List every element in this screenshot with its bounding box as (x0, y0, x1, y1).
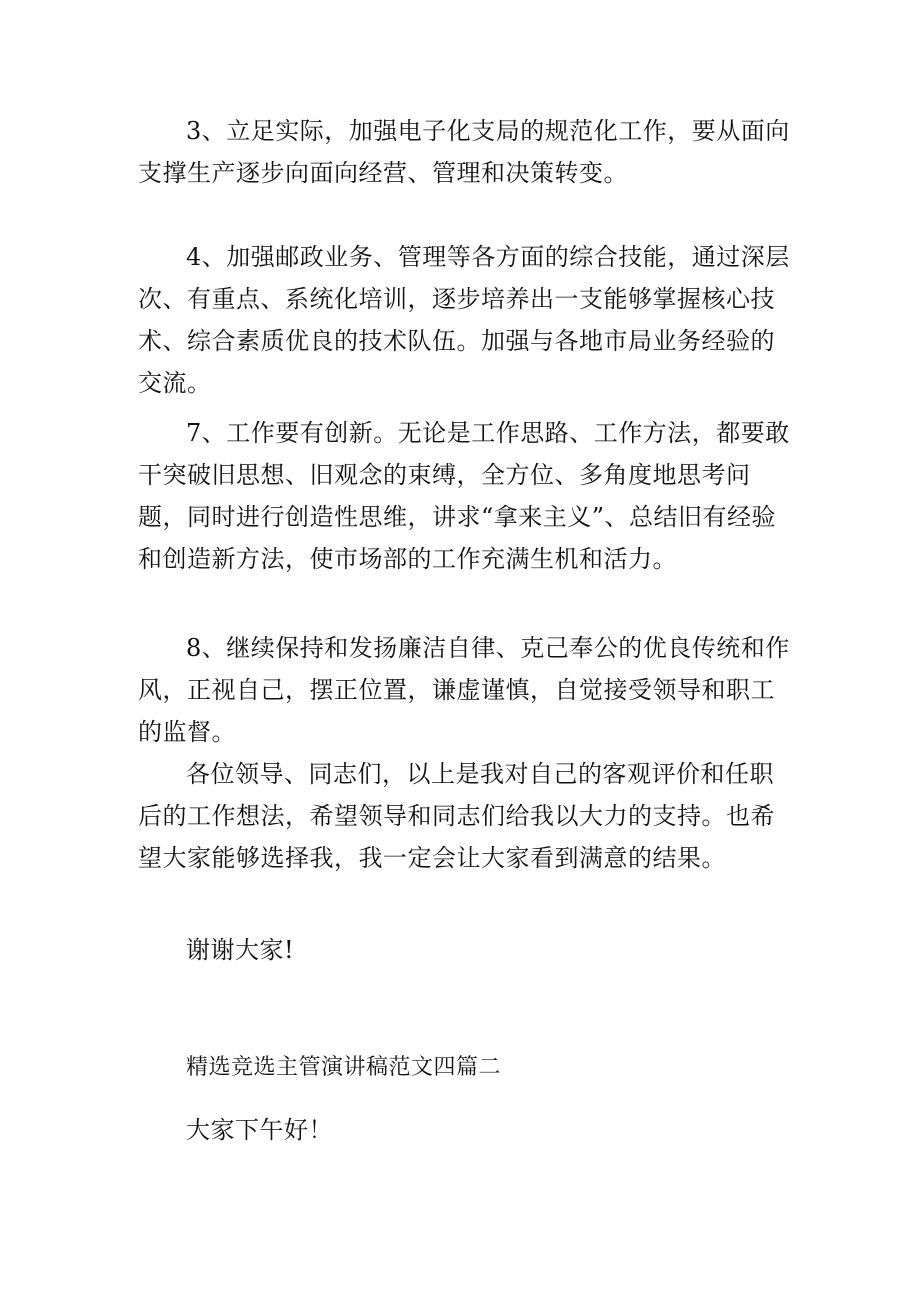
section-title: 精选竞选主管演讲稿范文四篇二 (186, 1055, 502, 1080)
paragraph-item-7: 7、工作要有创新。无论是工作思路、工作方法，都要敢干突破旧思想、旧观念的束缚，全方位、多角度地思考问题，同时进行创造性思维，讲求“拿来主义”、总结旧有经验和创造新方法，使市场部的工作充满生机和活力。 (138, 419, 790, 573)
paragraph-item-3: 3、立足实际，加强电子化支局的规范化工作，要从面向支撑生产逐步向面向经营、管理和决策转变。 (138, 117, 790, 187)
paragraph-item-8: 8、继续保持和发扬廉洁自律、克己奉公的优良传统和作风，正视自己，摆正位置，谦虚谨慎，自觉接受领导和职工的监督。 (138, 634, 790, 746)
paragraph-item-4: 4、加强邮政业务、管理等各方面的综合技能，通过深层次、有重点、系统化培训，逐步培养出一支能够掌握核心技术、综合素质优良的技术队伍。加强与各地市局业务经验的交流。 (138, 243, 790, 397)
greeting-line: 大家下午好！ (186, 1116, 333, 1144)
thanks-line: 谢谢大家! (186, 936, 295, 964)
closing-paragraph: 各位领导、同志们，以上是我对自己的客观评价和任职后的工作想法，希望领导和同志们给我以大力的支持。也希望大家能够选择我，我一定会让大家看到满意的结果。 (138, 760, 775, 872)
